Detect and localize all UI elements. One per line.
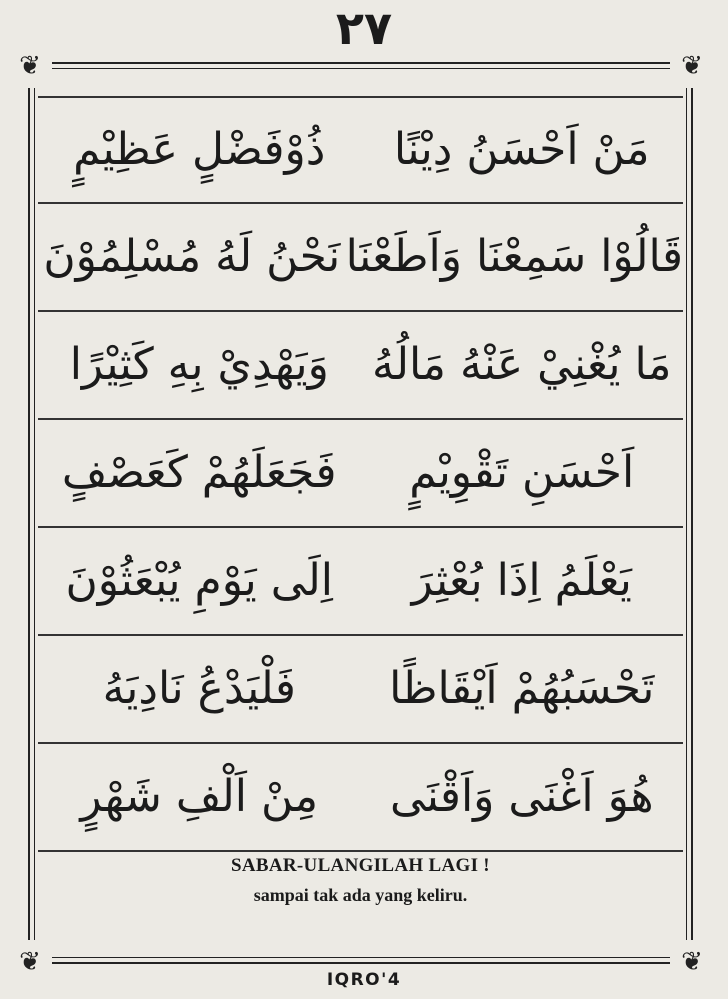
lesson-row: [38, 204, 683, 312]
footer-heading: SABAR-ULANGILAH LAGI !: [231, 855, 490, 876]
lesson-left-phrase: مِنْ اَلْفِ شَهْرٍ: [80, 771, 319, 822]
corner-ornament-icon: ❦: [670, 940, 714, 984]
lesson-row: [38, 96, 683, 204]
lesson-row: [38, 636, 683, 744]
lesson-row: [38, 744, 683, 852]
book-label: IQRO'4: [326, 970, 402, 990]
lesson-right-phrase: مَنْ اَحْسَنُ دِيْنًا: [393, 124, 650, 175]
lesson-left-phrase: اِلَى يَوْمِ يُبْعَثُوْنَ: [65, 555, 334, 606]
lesson-right-phrase: اَحْسَنِ تَقْوِيْمٍ: [409, 447, 635, 498]
lesson-right-phrase: تَحْسَبُهُمْ اَيْقَاظًا: [389, 663, 655, 714]
lesson-left-phrase: وَيَهْدِيْ بِهِ كَثِيْرًا: [69, 339, 329, 390]
lesson-left-phrase: ذُوْفَضْلٍ عَظِيْمٍ: [73, 124, 326, 175]
lesson-row: [38, 312, 683, 420]
lesson-left-phrase: نَحْنُ لَهُ مُسْلِمُوْنَ: [43, 231, 341, 282]
lesson-row: [38, 528, 683, 636]
lesson-right-phrase: يَعْلَمُ اِذَا بُعْثِرَ: [411, 555, 632, 606]
lesson-left-phrase: فَجَعَلَهُمْ كَعَصْفٍ: [61, 447, 337, 498]
corner-ornament-icon: ❦: [670, 44, 714, 88]
lesson-table: [38, 96, 683, 852]
footer-subtext: sampai tak ada yang keliru.: [253, 885, 468, 905]
lesson-right-phrase: قَالُوْا سَمِعْنَا وَاَطَعْنَا: [345, 231, 683, 282]
lesson-right-phrase: مَا يُغْنِيْ عَنْهُ مَالُهُ: [372, 339, 672, 390]
page-number: ٢٧: [335, 1, 393, 55]
lesson-right-phrase: هُوَ اَغْنَى وَاَقْنَى: [389, 771, 654, 822]
corner-ornament-icon: ❦: [8, 44, 52, 88]
footer-note: [38, 852, 683, 910]
corner-ornament-icon: ❦: [8, 940, 52, 984]
lesson-left-phrase: فَلْيَدْعُ نَادِيَهُ: [102, 663, 296, 714]
lesson-row: [38, 420, 683, 528]
